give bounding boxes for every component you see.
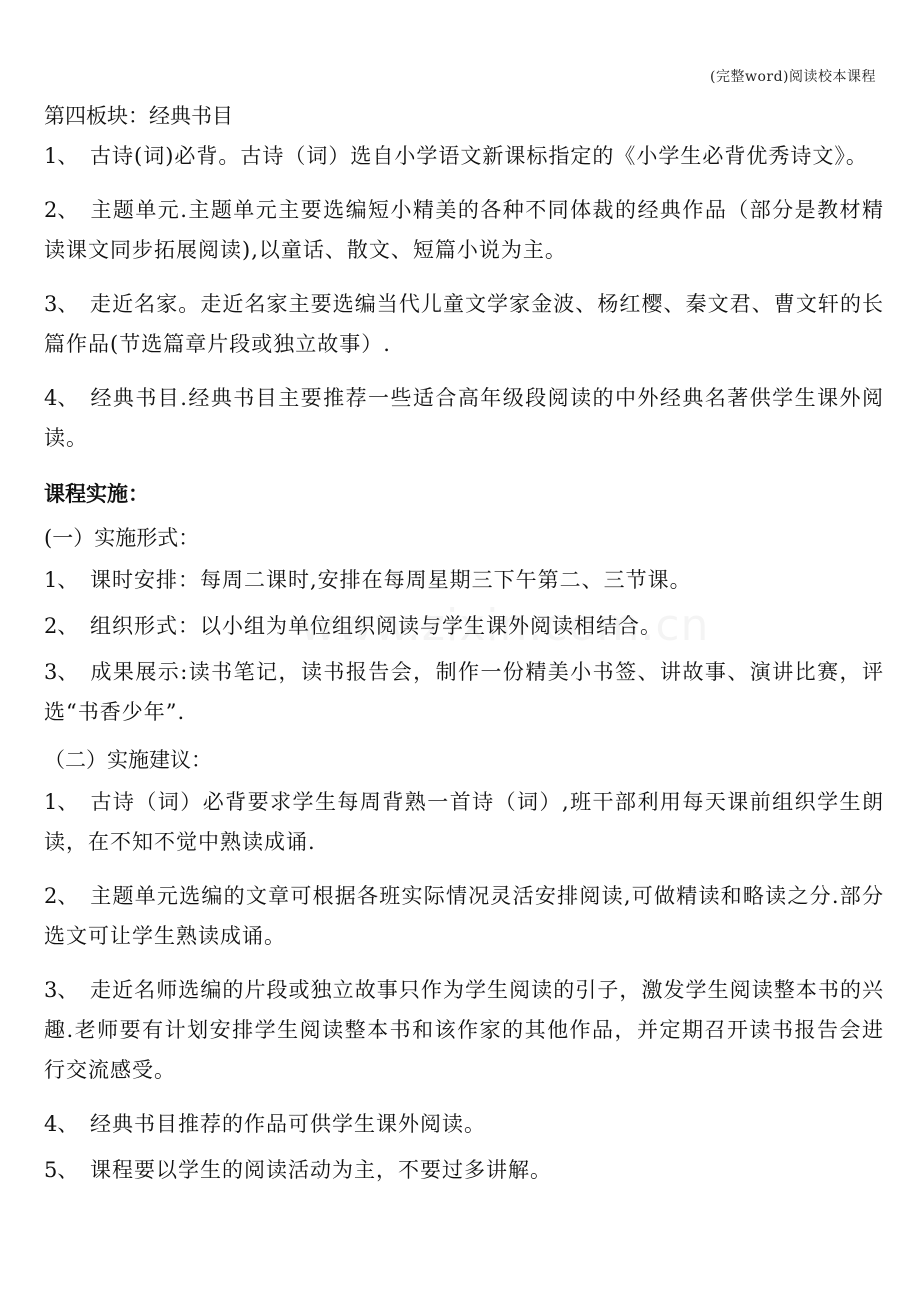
list-item xyxy=(44,1104,884,1144)
item-text: 经典书目推荐的作品可供学生课外阅读。 xyxy=(90,1112,486,1136)
section4-list xyxy=(44,136,884,458)
item-number: 2、 xyxy=(44,198,79,222)
item-text: 课程要以学生的阅读活动为主，不要过多讲解。 xyxy=(90,1158,552,1182)
list-item xyxy=(44,560,884,600)
item-text: 组织形式：以小组为单位组织阅读与学生课外阅读相结合。 xyxy=(90,614,662,638)
form-list xyxy=(44,560,884,732)
document-body xyxy=(44,96,884,1196)
list-item xyxy=(44,378,884,458)
advice-heading: （二）实施建议： xyxy=(44,748,212,772)
item-number: 3、 xyxy=(44,978,79,1002)
section-title: 第四板块：经典书目 xyxy=(44,104,233,128)
list-item xyxy=(44,876,884,956)
item-text: 走近名家。走近名家主要选编当代儿童文学家金波、杨红樱、秦文君、曹文轩的长篇作品(节选篇章片段或独立故事）. xyxy=(44,292,884,356)
advice-list xyxy=(44,782,884,1190)
item-text: 主题单元选编的文章可根据各班实际情况灵活安排阅读,可做精读和略读之分.部分选文可让学生熟读成诵。 xyxy=(44,884,884,948)
list-item xyxy=(44,652,884,732)
item-text: 经典书目.经典书目主要推荐一些适合高年级段阅读的中外经典名著供学生课外阅读。 xyxy=(44,386,884,450)
list-item xyxy=(44,970,884,1090)
implementation-title: 课程实施： xyxy=(44,481,149,506)
item-number: 3、 xyxy=(44,660,79,684)
item-text: 古诗（词）必背要求学生每周背熟一首诗（词）,班干部利用每天课前组织学生朗读，在不知不觉中熟读成诵. xyxy=(44,790,884,854)
item-number: 3、 xyxy=(44,292,79,316)
item-text: 主题单元.主题单元主要选编短小精美的各种不同体裁的经典作品（部分是教材精读课文同步拓展阅读),以童话、散文、短篇小说为主。 xyxy=(44,198,884,262)
list-item xyxy=(44,606,884,646)
item-text: 古诗(词)必背。古诗（词）选自小学语文新课标指定的《小学生必背优秀诗文》。 xyxy=(90,144,868,168)
list-item xyxy=(44,782,884,862)
page-header: (完整word)阅读校本课程 xyxy=(710,69,876,85)
item-number: 1、 xyxy=(44,790,79,814)
item-number: 4、 xyxy=(44,1112,79,1136)
item-text: 课时安排：每周二课时,安排在每周星期三下午第二、三节课。 xyxy=(90,568,692,592)
item-text: 走近名师选编的片段或独立故事只作为学生阅读的引子，激发学生阅读整本书的兴趣.老师要有计划安排学生阅读整本书和该作家的其他作品，并定期召开读书报告会进行交流感受。 xyxy=(44,978,884,1082)
form-heading: (一）实施形式： xyxy=(44,526,200,550)
item-number: 1、 xyxy=(44,568,79,592)
item-number: 5、 xyxy=(44,1158,79,1182)
item-number: 4、 xyxy=(44,386,79,410)
list-item xyxy=(44,1150,884,1190)
item-number: 2、 xyxy=(44,884,79,908)
item-number: 2、 xyxy=(44,614,79,638)
item-text: 成果展示:读书笔记，读书报告会，制作一份精美小书签、讲故事、演讲比赛，评选“书香少年”. xyxy=(44,660,884,724)
list-item xyxy=(44,284,884,364)
item-number: 1、 xyxy=(44,144,79,168)
list-item xyxy=(44,136,884,176)
list-item xyxy=(44,190,884,270)
